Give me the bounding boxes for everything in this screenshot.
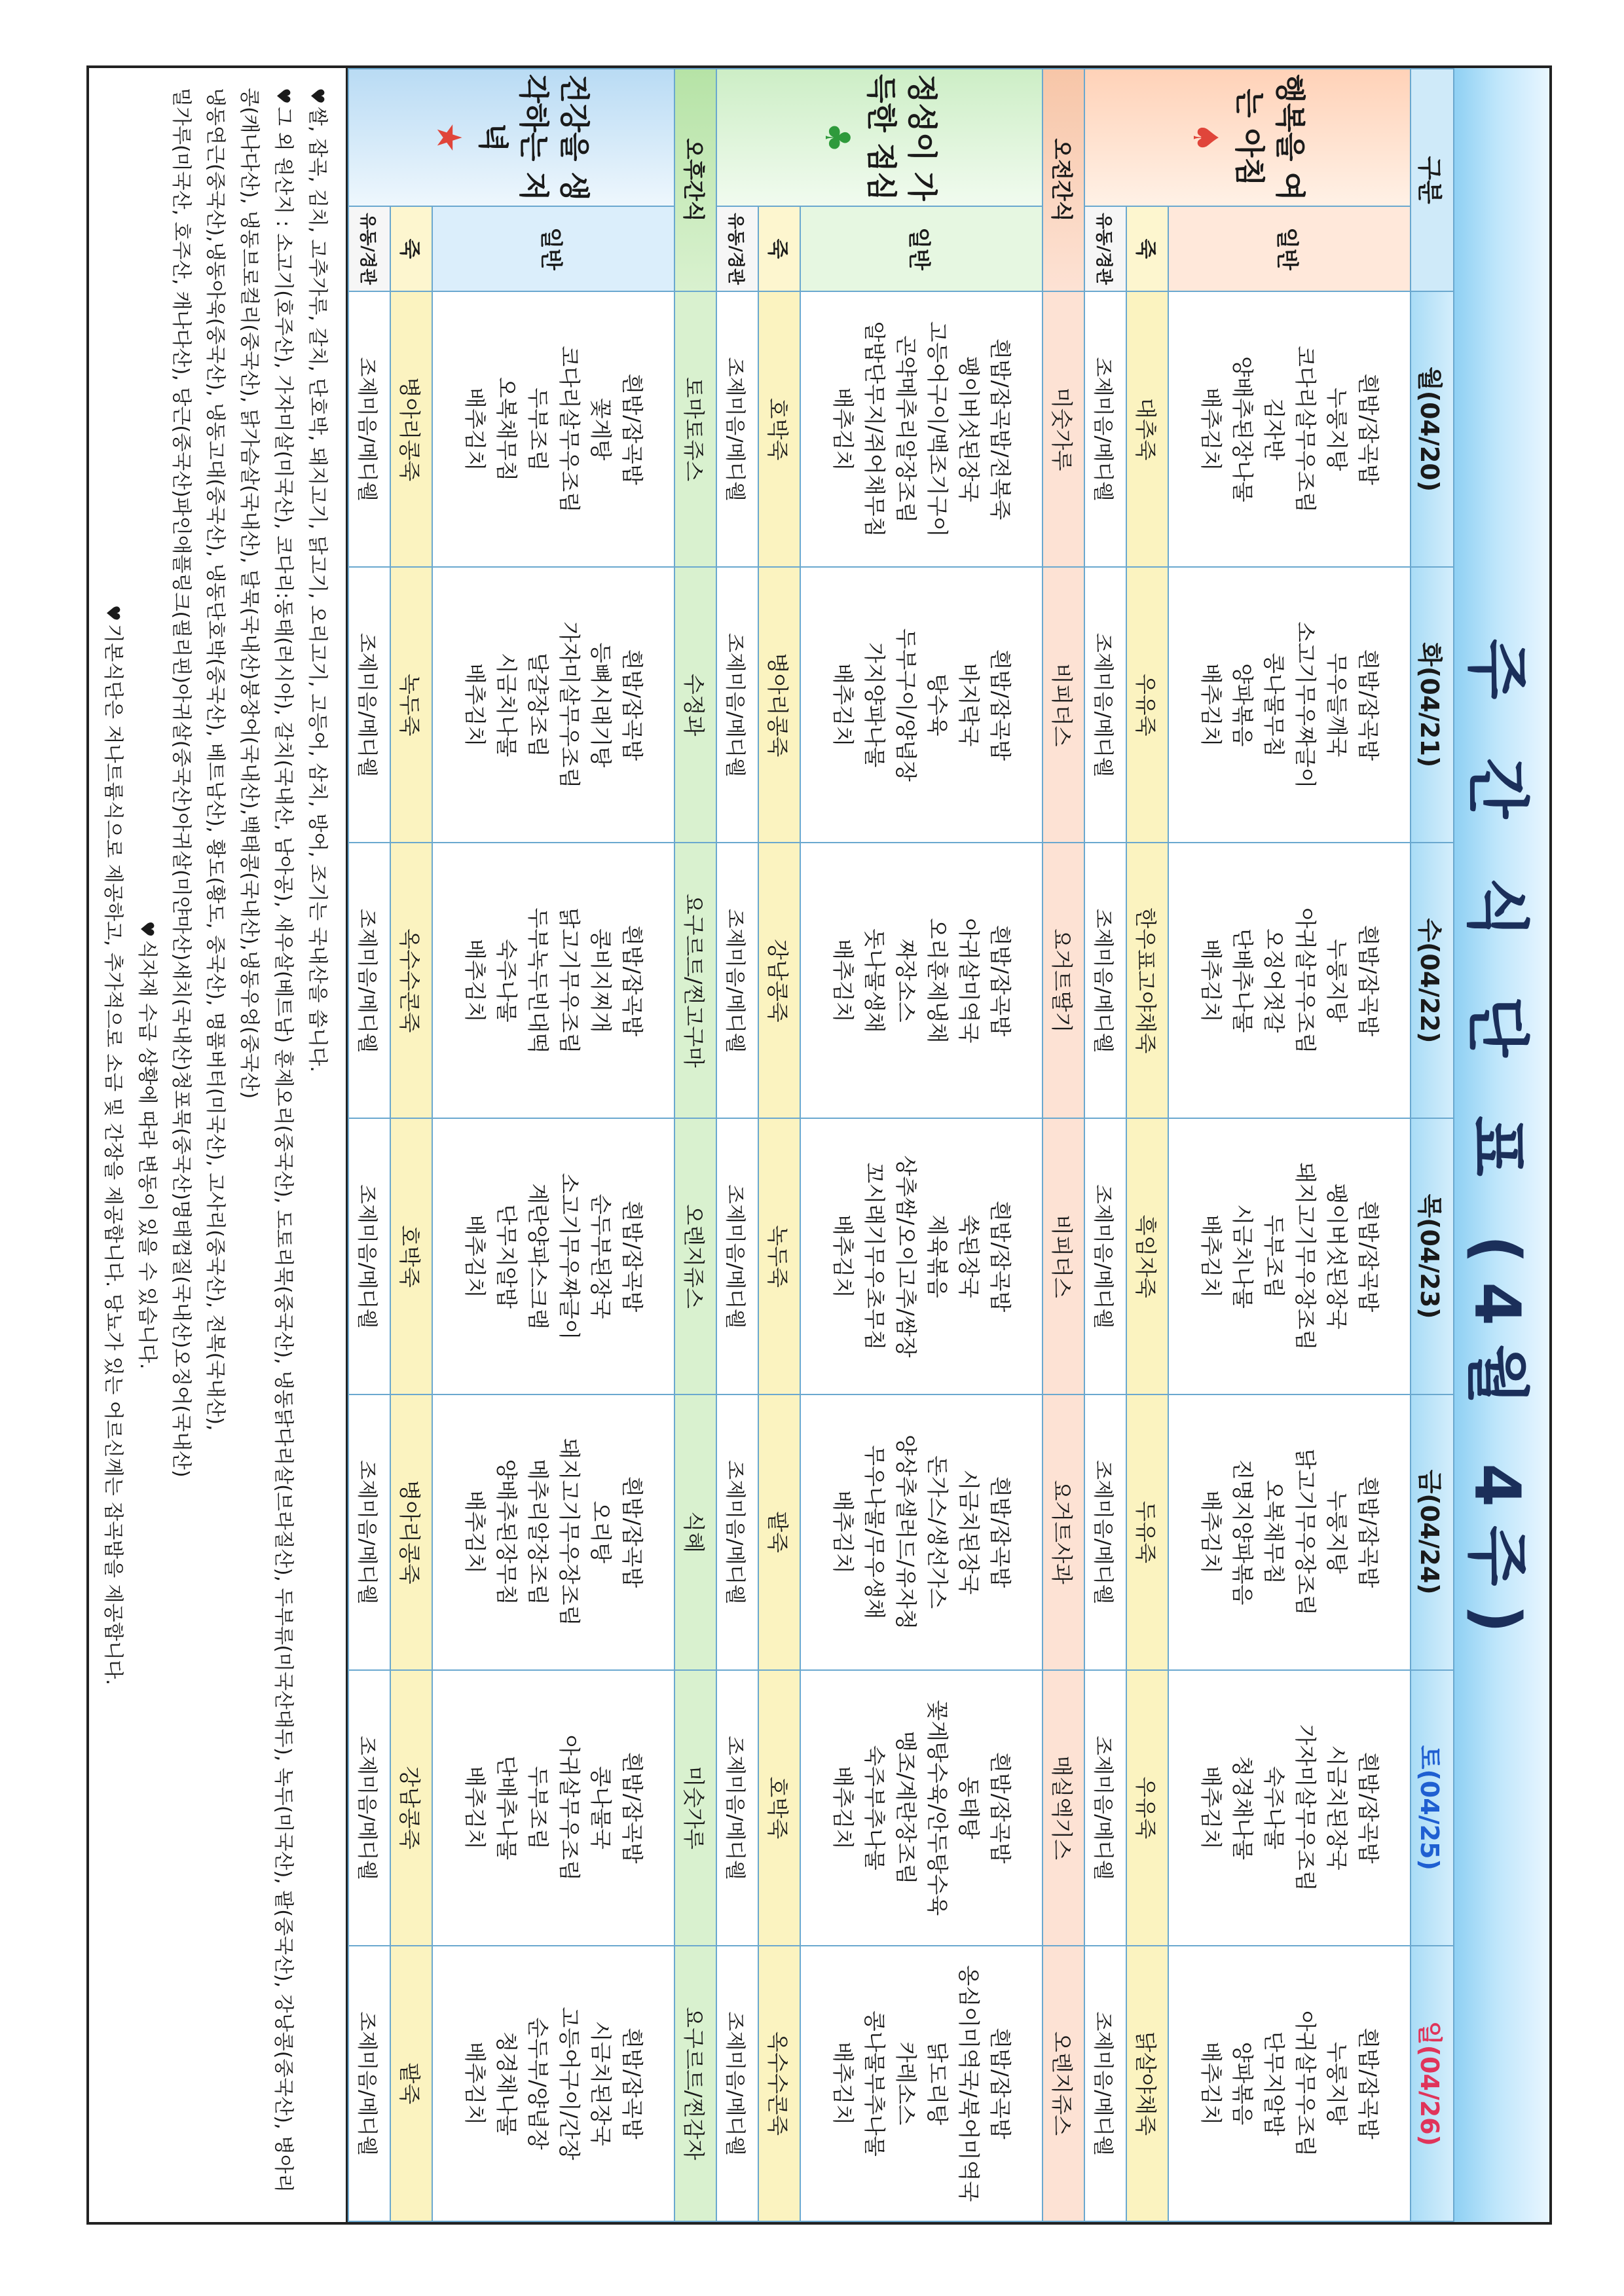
- dish-item: 단배추나물: [494, 1755, 519, 1860]
- snack-item: 토마토쥬스: [674, 291, 716, 567]
- snack-row: [1043, 69, 1084, 2221]
- snack-item: 오렌지쥬스: [674, 1118, 716, 1394]
- dish-item: 아귀살무우조림: [1293, 2010, 1318, 2157]
- day-header: 목(04/23): [1411, 1118, 1454, 1394]
- dish-list: [800, 1394, 1043, 1670]
- dish-item: 배추김치: [462, 1766, 488, 1850]
- juk-item: 강남콩죽: [758, 843, 800, 1118]
- dish-item: 흰밥/잡곡밥: [987, 1200, 1013, 1313]
- dish-list: [1168, 567, 1411, 843]
- dish-item: 상추쌈/오이고추/쌈장: [893, 1155, 919, 1358]
- dish-item: 단배추나물: [1230, 928, 1255, 1033]
- dish-item: 숙주나물: [1261, 1766, 1287, 1850]
- dish-item: 동태탕: [956, 1776, 982, 1840]
- dish-item: 콩나물국: [588, 1766, 614, 1850]
- snack-item: 미숫가루: [674, 1670, 716, 1946]
- dish-list: [1168, 1670, 1411, 1946]
- liquid-label: 유동/경관: [716, 206, 758, 291]
- dish-list: [800, 291, 1043, 567]
- meal-liquid-row: [1084, 69, 1126, 2221]
- dish-item: 두부조림: [525, 387, 551, 471]
- juk-item: 옥수수콘죽: [390, 843, 432, 1118]
- weekly-menu-table: [348, 68, 1454, 2222]
- liquid-item: 조제미음/메디웰: [348, 1394, 390, 1670]
- snack-item: 비피더스: [1043, 567, 1084, 843]
- dish-item: 시금치나물: [1230, 1204, 1255, 1309]
- dish-item: 양배추된장무침: [494, 1459, 519, 1605]
- dish-item: 단무지알밥: [494, 1204, 519, 1309]
- dish-item: 돈가스/생선가스: [925, 1455, 950, 1609]
- dish-item: 소고기무우짜글이: [1293, 621, 1318, 789]
- juk-item: 병아리콩죽: [390, 1394, 432, 1670]
- footnote-domestic: ♥쌀, 잡곡, 김치, 고추가루, 갈치, 단호박, 돼지고기, 닭고기, 오리고기, 고등어, 삼치, 방어, 조기는 국내산을 씁니다.: [306, 88, 329, 1072]
- juk-item: 팥죽: [758, 1394, 800, 1670]
- general-label: 일반: [432, 206, 674, 291]
- dish-item: 배추김치: [1198, 1490, 1224, 1574]
- juk-item: 병아리콩죽: [390, 291, 432, 567]
- dish-item: 꽃게탕수육/안두탕수육: [925, 1700, 950, 1916]
- dish-item: 흰밥/잡곡밥: [987, 1752, 1013, 1864]
- meal-label: [348, 69, 674, 206]
- dish-item: 오복채무침: [494, 376, 519, 482]
- meal-general-row: [800, 69, 1043, 2221]
- snack-item: 수정과: [674, 567, 716, 843]
- day-header-row: [1411, 69, 1454, 2221]
- dish-item: 쑥된장국: [956, 1214, 982, 1298]
- dish-item: 배추김치: [1198, 939, 1224, 1023]
- dish-item: 맹조/계란장조림: [893, 1731, 919, 1885]
- dish-item: 흰밥/잡곡밥: [987, 1476, 1013, 1588]
- liquid-item: 조제미음/메디웰: [716, 1394, 758, 1670]
- dish-item: 콩나물부추나물: [862, 2010, 887, 2157]
- liquid-item: 조제미음/메디웰: [348, 843, 390, 1118]
- juk-item: 두유죽: [1126, 1394, 1168, 1670]
- dish-list: [432, 1118, 674, 1394]
- dish-list: [1168, 1118, 1411, 1394]
- dish-item: 배추김치: [830, 663, 856, 747]
- liquid-item: 조제미음/메디웰: [716, 567, 758, 843]
- dish-list: [432, 1394, 674, 1670]
- juk-item: 닭살야채죽: [1126, 1946, 1168, 2221]
- dish-item: 흰밥/잡곡밥: [619, 1476, 645, 1588]
- juk-label: 죽: [390, 206, 432, 291]
- dish-item: 닭도리탕: [925, 2041, 950, 2126]
- juk-item: 우유죽: [1126, 567, 1168, 843]
- juk-item: 호박죽: [390, 1118, 432, 1394]
- dish-item: 옹심이미역국/북어미역국: [956, 1965, 982, 2202]
- dish-item: 고등어구이/백조기구이: [925, 321, 950, 538]
- dish-item: 숙주나물: [494, 939, 519, 1023]
- juk-item: 병아리콩죽: [758, 567, 800, 843]
- dish-list: [800, 1946, 1043, 2221]
- snack-row: [674, 69, 716, 2221]
- dish-list: [432, 1946, 674, 2221]
- dish-item: 계란양파스크램: [525, 1183, 551, 1330]
- dish-item: 바지락국: [956, 663, 982, 747]
- juk-item: 흑임자죽: [1126, 1118, 1168, 1394]
- snack-item: 요거트사과: [1043, 1394, 1084, 1670]
- dish-item: 카레소스: [893, 2041, 919, 2126]
- liquid-item: 조제미음/메디웰: [1084, 1670, 1126, 1946]
- dish-item: 배추김치: [830, 1766, 856, 1850]
- liquid-item: 조제미음/메디웰: [716, 291, 758, 567]
- footnotes: [89, 68, 348, 2222]
- dish-item: 시금치나물: [494, 653, 519, 757]
- liquid-item: 조제미음/메디웰: [716, 1670, 758, 1946]
- dish-item: 단무지알밥: [1261, 2031, 1287, 2136]
- dish-item: 꼬시래기무우초무침: [862, 1162, 887, 1351]
- dish-item: 배추김치: [1198, 663, 1224, 747]
- dish-list: [432, 843, 674, 1118]
- dish-item: 코다리살무우조림: [1293, 346, 1318, 513]
- menu-sheet: [86, 65, 1552, 2225]
- dish-item: 양상추샐러드/유자청: [893, 1434, 919, 1630]
- dish-item: 콩비지찌개: [588, 928, 614, 1033]
- snack-item: 미숫가루: [1043, 291, 1084, 567]
- dish-item: 순두부된장국: [588, 1194, 614, 1319]
- dish-item: 진명지양파볶음: [1230, 1459, 1255, 1605]
- dish-item: 아귀살무우조림: [557, 1734, 582, 1881]
- dish-item: 양파볶음: [1230, 2041, 1255, 2126]
- dish-item: 두부조림: [1261, 1214, 1287, 1298]
- dish-item: 배추김치: [830, 387, 856, 471]
- dish-item: 누룽지탕: [1324, 387, 1350, 471]
- dish-item: 제육볶음: [925, 1214, 950, 1298]
- liquid-item: 조제미음/메디웰: [1084, 1946, 1126, 2221]
- dish-item: 곤약메추리알장조림: [893, 335, 919, 524]
- general-label: 일반: [1168, 206, 1411, 291]
- liquid-item: 조제미음/메디웰: [716, 1118, 758, 1394]
- dish-item: 고등어구이/간장: [557, 2007, 582, 2160]
- dish-item: 시금치된장국: [956, 1469, 982, 1595]
- dish-item: 흰밥/잡곡밥: [1356, 373, 1381, 485]
- snack-item: 요거트딸기: [1043, 843, 1084, 1118]
- meal-label: [1084, 69, 1411, 206]
- dish-item: 숙주부추나물: [862, 1745, 887, 1870]
- general-label: 일반: [800, 206, 1043, 291]
- meal-general-row: [432, 69, 674, 2221]
- spade-icon: ♠: [1185, 122, 1225, 153]
- liquid-item: 조제미음/메디웰: [348, 1118, 390, 1394]
- dish-item: 가자미살무우조림: [1293, 1724, 1318, 1891]
- dish-item: 배추김치: [830, 2041, 856, 2126]
- liquid-item: 조제미음/메디웰: [348, 291, 390, 567]
- dish-item: 등뼈시래기탕: [588, 642, 614, 768]
- snack-item: 요구르트/찐감자: [674, 1946, 716, 2221]
- dish-item: 콩나물무침: [1261, 653, 1287, 757]
- dish-item: 김자반: [1261, 397, 1287, 461]
- juk-item: 팥죽: [390, 1946, 432, 2221]
- footnote-origin-cont: 냉동연근(중국산),냉동아욱(중국산), 냉동고대(중국산), 냉동단호박(중국산), 베트남산), 황도(황도, 중국산), 명품버터(미국산), 고사리(중국산), 전복(국내산),: [204, 88, 227, 1431]
- footnote-supply: ♥식자재 수급 상황에 따라 변동이 있을 수 있습니다.: [136, 920, 158, 1370]
- header-corner: 구분: [1411, 69, 1454, 291]
- dish-item: 무우들깨국: [1324, 653, 1350, 757]
- dish-item: 오리훈제냉채: [925, 918, 950, 1044]
- footnote-basic: ♥기본식단은 저나트륨식으로 제공하고, 추가적으로 소금 및 간장을 제공합니다. 당뇨가 있는 어르신께는 잡곡밥을 제공합니다.: [101, 604, 124, 1686]
- dish-list: [432, 1670, 674, 1946]
- meal-general-row: [1168, 69, 1411, 2221]
- juk-item: 옥수수콘죽: [758, 1946, 800, 2221]
- meal-juk-row: [1126, 69, 1168, 2221]
- snack-item: 오렌지쥬스: [1043, 1946, 1084, 2221]
- juk-item: 대추죽: [1126, 291, 1168, 567]
- dish-item: 흰밥/잡곡밥: [619, 1200, 645, 1313]
- dish-list: [800, 843, 1043, 1118]
- dish-item: 돗나물생채: [862, 928, 887, 1033]
- dish-item: 무우나물/무우생채: [862, 1445, 887, 1620]
- dish-item: 누룽지탕: [1324, 1490, 1350, 1574]
- dish-item: 흰밥/잡곡밥: [1356, 2028, 1381, 2140]
- dish-item: 배추김치: [830, 1214, 856, 1298]
- dish-item: 돼지고기무우장조림: [557, 1438, 582, 1626]
- dish-item: 가지양파나물: [862, 642, 887, 768]
- juk-item: 한우표고야채죽: [1126, 843, 1168, 1118]
- juk-item: 호박죽: [758, 1670, 800, 1946]
- liquid-item: 조제미음/메디웰: [348, 1946, 390, 2221]
- club-icon: ♣: [817, 122, 857, 153]
- dish-item: 꽃게탕: [588, 397, 614, 461]
- dish-item: 닭고기무우장조림: [1293, 1448, 1318, 1616]
- menu-body: [348, 69, 1411, 2221]
- juk-item: 호박죽: [758, 291, 800, 567]
- star-icon: ★: [429, 122, 468, 153]
- dish-item: 배추김치: [462, 2041, 488, 2126]
- liquid-item: 조제미음/메디웰: [716, 843, 758, 1118]
- dish-list: [800, 1670, 1043, 1946]
- dish-item: 양파볶음: [1230, 663, 1255, 747]
- dish-item: 돼지고기무우장조림: [1293, 1162, 1318, 1351]
- juk-item: 녹두죽: [758, 1118, 800, 1394]
- dish-item: 아귀살무우조림: [1293, 907, 1318, 1054]
- dish-item: 배추김치: [462, 387, 488, 471]
- liquid-item: 조제미음/메디웰: [1084, 567, 1126, 843]
- meal-liquid-row: [348, 69, 390, 2221]
- juk-item: 우유죽: [1126, 1670, 1168, 1946]
- dish-item: 흰밥/잡곡밥: [1356, 1752, 1381, 1864]
- dish-list: [432, 567, 674, 843]
- footnote-origin-cont: 밀가루(미국산, 호주산, 캐나다산), 당근(중국산)파인애플링크(필리핀)아귀살(중국산)아귀살(미얀마산)새치(국내산)청포묵(중국산)명태껍질(국내산)오징어(국내산): [170, 88, 193, 1478]
- dish-item: 흰밥/잡곡밥: [619, 2028, 645, 2140]
- meal-juk-row: [758, 69, 800, 2221]
- dish-list: [1168, 1946, 1411, 2221]
- dish-list: [1168, 1394, 1411, 1670]
- meal-juk-row: [390, 69, 432, 2221]
- dish-item: 흰밥/잡곡밥: [1356, 1476, 1381, 1588]
- snack-item: 식혜: [674, 1394, 716, 1670]
- dish-item: 배추김치: [462, 663, 488, 747]
- dish-item: 소고기무우짜글이: [557, 1173, 582, 1340]
- dish-item: 배추김치: [462, 1490, 488, 1574]
- juk-label: 죽: [1126, 206, 1168, 291]
- dish-list: [432, 291, 674, 567]
- dish-item: 흰밥/잡곡밥: [619, 1752, 645, 1864]
- heart-icon: ♥: [102, 604, 124, 622]
- liquid-item: 조제미음/메디웰: [1084, 1118, 1126, 1394]
- dish-item: 흰밥/잡곡밥: [619, 649, 645, 761]
- dish-item: 코다리살무우조림: [557, 346, 582, 513]
- page-title: 주 간 식 단 표 (4월 4주): [1460, 638, 1534, 1652]
- juk-label: 죽: [758, 206, 800, 291]
- snack-label: 오후간식: [674, 69, 716, 291]
- day-header: 월(04/20): [1411, 291, 1454, 567]
- liquid-item: 조제미음/메디웰: [348, 1670, 390, 1946]
- dish-item: 배추김치: [1198, 1214, 1224, 1298]
- dish-item: 오복채무침: [1261, 1480, 1287, 1584]
- dish-item: 두부구이/양념장: [893, 628, 919, 782]
- dish-item: 배추김치: [462, 939, 488, 1023]
- meal-label: [716, 69, 1043, 206]
- heart-icon: ♥: [272, 88, 294, 105]
- dish-item: 청경채나물: [1230, 1755, 1255, 1860]
- dish-item: 팽이버섯된장국: [1324, 1183, 1350, 1330]
- snack-item: 매실엑기스: [1043, 1670, 1084, 1946]
- dish-item: 가자미살무우조림: [557, 621, 582, 789]
- dish-item: 두부조림: [525, 1766, 551, 1850]
- liquid-label: 유동/경관: [1084, 206, 1126, 291]
- dish-item: 시금치된장국: [1324, 1745, 1350, 1870]
- dish-list: [1168, 843, 1411, 1118]
- dish-item: 아귀살미역국: [956, 918, 982, 1044]
- day-header: 금(04/24): [1411, 1394, 1454, 1670]
- dish-item: 짜장소스: [893, 939, 919, 1023]
- footnote-origin: ♥그 외 원산지 : 소고기(호주산), 가자미살(미국산), 코다리:동태(러시아), 갈치(국내산, 남아공), 새우살(베트남) 훈제오리(중국산), 도토리묵(중국산), 냉동닭다리살(브라질산), 두부류(미국산대두), 녹두(미국산), 팥(중국산), 강낭콩(중국산), 병아리콩(캐나다산), 냉동브로컬리(중국산), 닭가슴살(국내산), 달묵(국내산)붕장어(국내산),백태콩(국내산),냉동우엉(중국산): [238, 88, 295, 2193]
- dish-item: 배추김치: [1198, 2041, 1224, 2126]
- liquid-item: 조제미음/메디웰: [1084, 291, 1126, 567]
- dish-item: 배추김치: [1198, 387, 1224, 471]
- dish-list: [800, 1118, 1043, 1394]
- dish-item: 배추김치: [1198, 1766, 1224, 1850]
- meal-liquid-row: [716, 69, 758, 2221]
- dish-item: 배추김치: [830, 939, 856, 1023]
- dish-item: 흰밥/잡곡밥: [1356, 1200, 1381, 1313]
- dish-item: 흰밥/잡곡밥: [1356, 649, 1381, 761]
- dish-item: 흰밥/잡곡밥: [987, 924, 1013, 1037]
- dish-item: 배추김치: [830, 1490, 856, 1574]
- dish-item: 흰밥/잡곡밥/전복죽: [987, 338, 1013, 520]
- dish-item: 양배추된장나물: [1230, 356, 1255, 503]
- heart-icon: ♥: [136, 920, 158, 938]
- dish-item: 팽이버섯된장국: [956, 356, 982, 503]
- dish-item: 배추김치: [462, 1214, 488, 1298]
- dish-list: [1168, 291, 1411, 567]
- day-header: 수(04/22): [1411, 843, 1454, 1118]
- day-header-sunday: 일(04/26): [1411, 1946, 1454, 2221]
- dish-list: [800, 567, 1043, 843]
- title-banner: [1452, 68, 1549, 2222]
- snack-item: 비피더스: [1043, 1118, 1084, 1394]
- day-header-saturday: 토(04/25): [1411, 1670, 1454, 1946]
- dish-item: 알밥단무지/쥐어채무침: [862, 321, 887, 538]
- dish-item: 오징어젓갈: [1261, 928, 1287, 1033]
- liquid-item: 조제미음/메디웰: [348, 567, 390, 843]
- juk-item: 녹두죽: [390, 567, 432, 843]
- dish-item: 흰밥/잡곡밥: [619, 924, 645, 1037]
- heart-icon: ♥: [306, 88, 328, 105]
- juk-item: 강남콩죽: [390, 1670, 432, 1946]
- meal-label-text: 정성이 가득한 점심: [864, 74, 940, 201]
- dish-item: 메추리알장조림: [525, 1459, 551, 1605]
- snack-item: 요구르트/찐고구마: [674, 843, 716, 1118]
- dish-item: 흰밥/잡곡밥: [1356, 924, 1381, 1037]
- dish-item: 청경채나물: [494, 2031, 519, 2136]
- meal-label-text: 행복을 여는 아침: [1232, 74, 1308, 201]
- liquid-label: 유동/경관: [348, 206, 390, 291]
- meal-label-text: 건강을 생각하는 저녁: [475, 74, 592, 201]
- dish-item: 흰밥/잡곡밥: [987, 2028, 1013, 2140]
- dish-item: 누룽지탕: [1324, 939, 1350, 1023]
- snack-label: 오전간식: [1043, 69, 1084, 291]
- dish-item: 순두부/양념장: [525, 2017, 551, 2150]
- dish-item: 시금치된장국: [588, 2020, 614, 2147]
- dish-item: 누룽지탕: [1324, 2041, 1350, 2126]
- liquid-item: 조제미음/메디웰: [1084, 1394, 1126, 1670]
- dish-item: 닭고기무우조림: [557, 907, 582, 1054]
- dish-item: 탕수육: [925, 673, 950, 737]
- liquid-item: 조제미음/메디웰: [716, 1946, 758, 2221]
- dish-item: 흰밥/잡곡밥: [619, 373, 645, 485]
- dish-item: 오리탕: [588, 1501, 614, 1563]
- day-header: 화(04/21): [1411, 567, 1454, 843]
- dish-item: 흰밥/잡곡밥: [987, 649, 1013, 761]
- dish-item: 두부녹두빈대떡: [525, 907, 551, 1054]
- liquid-item: 조제미음/메디웰: [1084, 843, 1126, 1118]
- dish-item: 달걀장조림: [525, 653, 551, 757]
